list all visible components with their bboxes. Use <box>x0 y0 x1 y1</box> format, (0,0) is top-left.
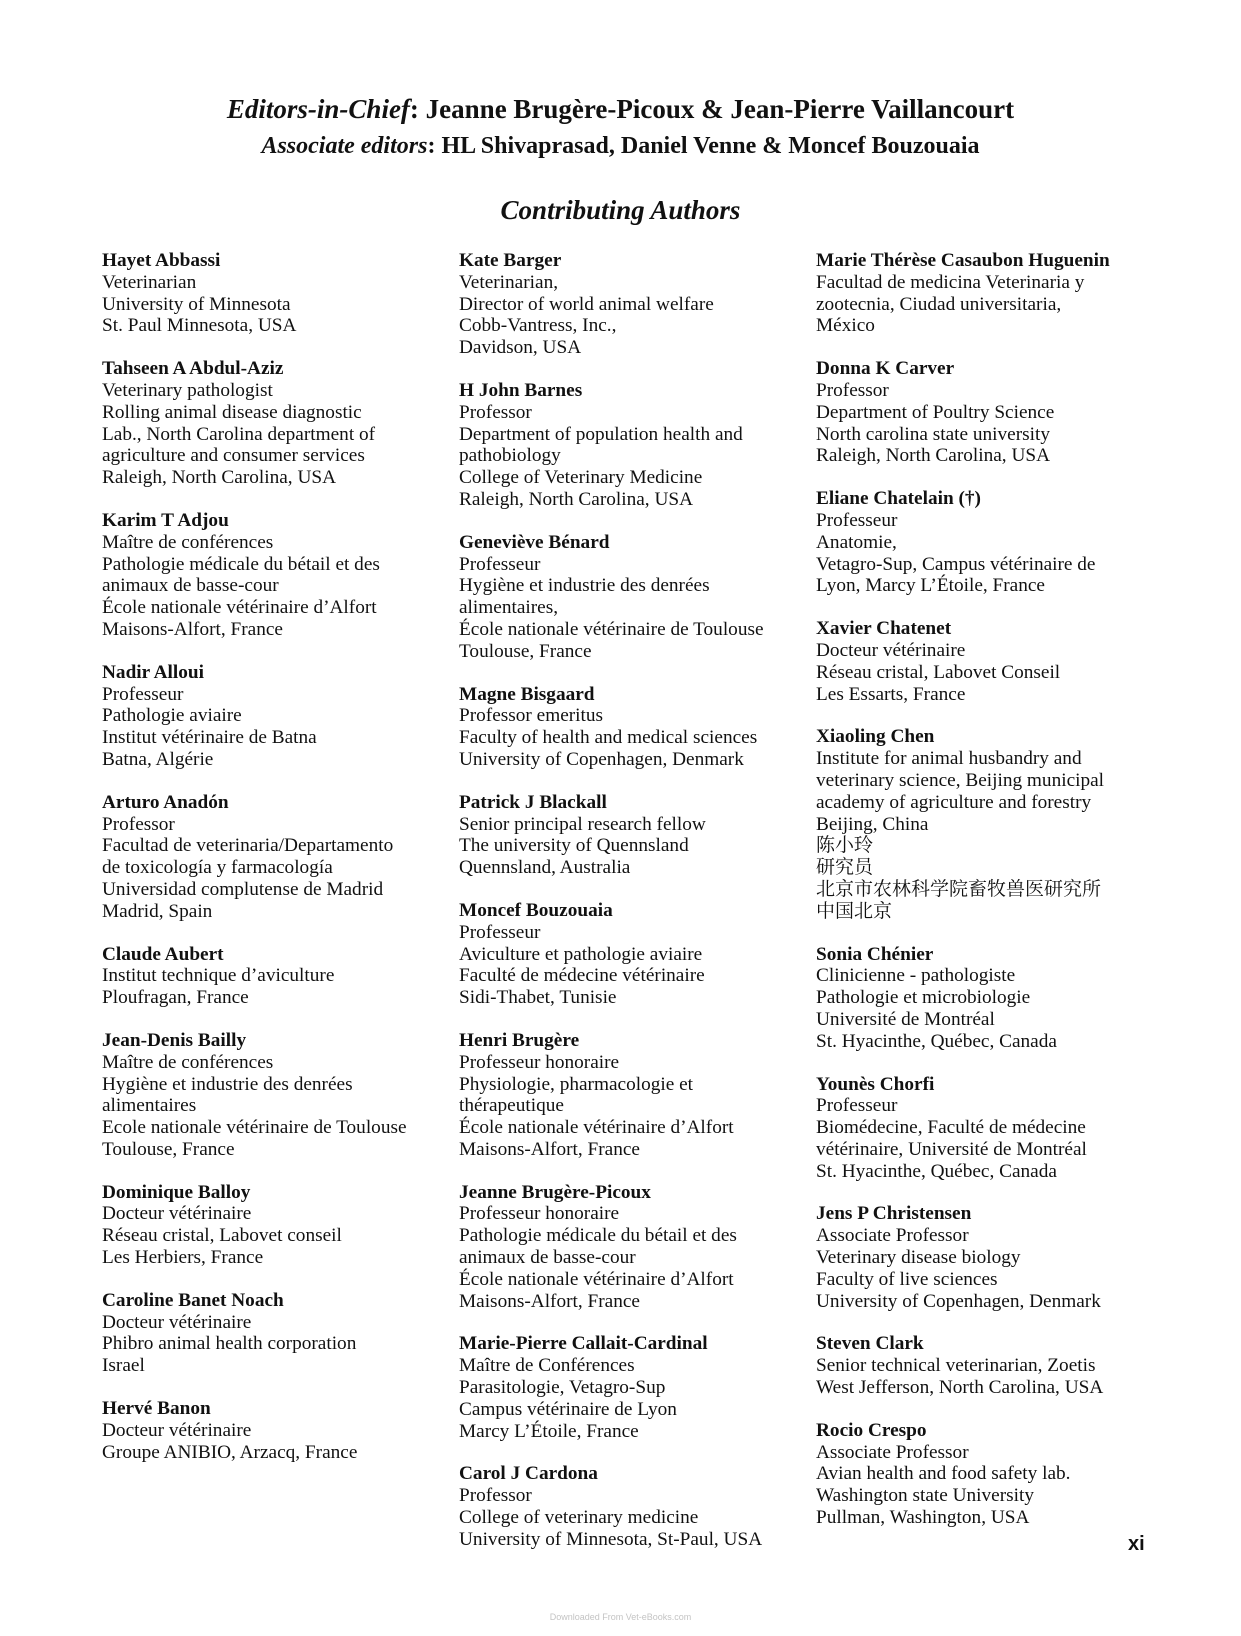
author-name: Sonia Chénier <box>816 943 934 965</box>
author-affiliation-line: Hygiène et industrie des denrées <box>102 1073 353 1095</box>
author-affiliation-line: Professor <box>459 1485 532 1507</box>
author-affiliation-line: Phibro animal health corporation <box>102 1333 357 1355</box>
author-affiliation-line: St. Paul Minnesota, USA <box>102 315 297 337</box>
author-affiliation-line: Physiologie, pharmacologie et <box>459 1073 694 1095</box>
author-affiliation-line: Vetagro-Sup, Campus vétérinaire de <box>816 553 1096 575</box>
author-entry <box>816 726 1161 922</box>
author-affiliation-line: veterinary science, Beijing municipal <box>816 769 1105 791</box>
author-name: Nadir Alloui <box>102 661 204 683</box>
author-affiliation-line: animaux de basse-cour <box>102 575 279 597</box>
author-name: Arturo Anadón <box>102 791 229 813</box>
author-entry <box>102 250 442 337</box>
author-affiliation-line: Professeur <box>816 509 898 531</box>
author-affiliation-line: Faculté de médecine vétérinaire <box>459 965 705 987</box>
author-affiliation-line: animaux de basse-cour <box>459 1247 636 1269</box>
author-affiliation-line: Veterinarian, <box>459 271 559 293</box>
associate-editors-line: Associate editors: HL Shivaprasad, Daniel Venne & Moncef Bouzouaia <box>261 133 980 159</box>
author-affiliation-line: Faculty of live sciences <box>816 1268 998 1290</box>
author-name: Henri Brugère <box>459 1029 580 1051</box>
author-affiliation-line: North carolina state university <box>816 423 1050 445</box>
author-affiliation-line: Professeur <box>102 683 184 705</box>
author-affiliation-line: Faculty of health and medical sciences <box>459 727 758 749</box>
author-affiliation-line: École nationale vétérinaire de Toulouse <box>459 618 764 640</box>
author-entry <box>102 1398 442 1463</box>
author-affiliation-line: Ploufragan, France <box>102 987 249 1009</box>
author-affiliation-line: Cobb-Vantress, Inc., <box>459 315 617 337</box>
author-affiliation-line: Facultad de medicina Veterinaria y <box>816 271 1085 293</box>
associates-role-label: Associate editors <box>261 133 428 159</box>
author-affiliation-line: Lyon, Marcy L’Étoile, France <box>816 575 1045 597</box>
author-affiliation-line: Institut technique d’aviculture <box>102 965 335 987</box>
author-name: Jens P Christensen <box>816 1203 972 1225</box>
author-affiliation-line: University of Minnesota, St-Paul, USA <box>459 1528 763 1550</box>
author-affiliation-line: Institute for animal husbandry and <box>816 748 1082 770</box>
author-entry <box>459 1333 804 1442</box>
author-name: Hayet Abbassi <box>102 250 221 271</box>
author-affiliation-line: Professor <box>459 401 532 423</box>
author-entry <box>816 358 1161 467</box>
author-name: Xiaoling Chen <box>816 726 935 748</box>
author-name: Geneviève Bénard <box>459 531 610 553</box>
author-affiliation-line: Department of population health and <box>459 423 743 445</box>
author-entry <box>459 792 804 879</box>
editors-in-chief-line: Editors-in-Chief: Jeanne Brugère-Picoux & Jean-Pierre Vaillancourt <box>226 94 1015 124</box>
author-name: Younès Chorfi <box>816 1073 935 1095</box>
author-affiliation-line: Veterinary pathologist <box>102 379 273 401</box>
author-affiliation-line: University of Copenhagen, Denmark <box>459 748 744 770</box>
author-name: Xavier Chatenet <box>816 618 952 640</box>
author-affiliation-line: Professeur honoraire <box>459 1051 620 1073</box>
author-affiliation-line: Veterinarian <box>102 271 197 293</box>
author-affiliation-line: Réseau cristal, Labovet conseil <box>102 1225 342 1247</box>
author-affiliation-line: agriculture and consumer services <box>102 445 365 467</box>
author-affiliation-line: Les Essarts, France <box>816 683 966 705</box>
editors-names: Jeanne Brugère-Picoux & Jean-Pierre Vaillancourt <box>425 94 1015 124</box>
author-entry <box>102 510 442 641</box>
author-affiliation-line: Toulouse, France <box>459 640 592 662</box>
author-affiliation-line: Maître de conférences <box>102 1051 274 1073</box>
author-affiliation-line: Professor emeritus <box>459 705 604 727</box>
author-affiliation-line: Associate Professor <box>816 1225 969 1247</box>
author-entry <box>459 532 804 663</box>
author-affiliation-line: Washington state University <box>816 1485 1035 1507</box>
author-name: Rocio Crespo <box>816 1419 927 1441</box>
author-affiliation-line: West Jefferson, North Carolina, USA <box>816 1377 1104 1399</box>
author-affiliation-line: College of veterinary medicine <box>459 1507 699 1529</box>
author-affiliation-line: Quennsland, Australia <box>459 857 631 879</box>
author-affiliation-line: École nationale vétérinaire d’Alfort <box>102 597 377 619</box>
author-name: Steven Clark <box>816 1333 924 1355</box>
author-affiliation-line: Madrid, Spain <box>102 900 213 922</box>
author-name: Kate Barger <box>459 250 562 271</box>
author-name: Tahseen A Abdul-Aziz <box>102 358 284 380</box>
author-affiliation-line: Université de Montréal <box>816 1008 995 1030</box>
author-name: Carol J Cardona <box>459 1463 598 1485</box>
author-affiliation-line: Docteur vétérinaire <box>102 1311 252 1333</box>
author-affiliation-line: Marcy L’Étoile, France <box>459 1420 639 1442</box>
author-name: Donna K Carver <box>816 358 955 380</box>
author-name: H John Barnes <box>459 379 583 401</box>
author-affiliation-line: The university of Quennsland <box>459 835 689 857</box>
author-affiliation-line: Department of Poultry Science <box>816 401 1055 423</box>
author-name: Patrick J Blackall <box>459 791 607 813</box>
author-name: Jean-Denis Bailly <box>102 1029 247 1051</box>
author-name: Hervé Banon <box>102 1398 211 1420</box>
author-affiliation-line: pathobiology <box>459 445 561 467</box>
author-affiliation-line: Maisons-Alfort, France <box>459 1290 640 1312</box>
author-affiliation-line: Professeur <box>816 1095 898 1117</box>
author-affiliation-cjk-line: 北京市农林科学院畜牧兽医研究所 <box>816 877 1102 900</box>
author-affiliation-line: Raleigh, North Carolina, USA <box>459 488 694 510</box>
author-affiliation-line: Raleigh, North Carolina, USA <box>102 467 337 489</box>
author-entry <box>816 250 1161 337</box>
author-entry <box>459 1182 804 1313</box>
author-affiliation-line: Facultad de veterinaria/Departamento <box>102 835 394 857</box>
author-affiliation-line: alimentaires <box>102 1095 197 1117</box>
author-entry <box>459 250 804 359</box>
author-column-1 <box>102 250 442 1484</box>
author-affiliation-line: Hygiène et industrie des denrées <box>459 575 710 597</box>
author-entry <box>102 358 442 489</box>
author-affiliation-line: de toxicología y farmacología <box>102 857 333 879</box>
author-name: Magne Bisgaard <box>459 683 595 705</box>
author-affiliation-line: thérapeutique <box>459 1095 564 1117</box>
author-affiliation-line: Sidi-Thabet, Tunisie <box>459 987 617 1009</box>
author-affiliation-line: Maisons-Alfort, France <box>102 618 283 640</box>
author-affiliation-line: Aviculture et pathologie aviaire <box>459 943 703 965</box>
author-affiliation-line: Pullman, Washington, USA <box>816 1507 1030 1529</box>
author-entry <box>816 1074 1161 1183</box>
author-affiliation-line: Raleigh, North Carolina, USA <box>816 445 1051 467</box>
author-entry <box>816 618 1161 705</box>
author-affiliation-line: Groupe ANIBIO, Arzacq, France <box>102 1441 358 1463</box>
author-affiliation-line: vétérinaire, Université de Montréal <box>816 1138 1087 1160</box>
author-affiliation-line: Docteur vétérinaire <box>102 1203 252 1225</box>
author-affiliation-line: Biomédecine, Faculté de médecine <box>816 1117 1086 1139</box>
author-name: Caroline Banet Noach <box>102 1289 284 1311</box>
author-affiliation-line: Institut vétérinaire de Batna <box>102 727 317 749</box>
footer-watermark: Downloaded From Vet-eBooks.com <box>549 1612 692 1622</box>
author-affiliation-cjk-line: 中国北京 <box>816 899 893 922</box>
author-entry <box>459 900 804 1009</box>
author-entry <box>102 1182 442 1269</box>
page-number: xi <box>1128 1533 1145 1555</box>
author-entry <box>102 662 442 771</box>
section-title: Contributing Authors <box>500 195 741 225</box>
author-entry <box>816 944 1161 1053</box>
author-entry <box>459 684 804 771</box>
associates-names: HL Shivaprasad, Daniel Venne & Moncef Bouzouaia <box>441 133 980 159</box>
author-affiliation-line: Veterinary disease biology <box>816 1247 1021 1269</box>
author-affiliation-line: Professor <box>102 813 175 835</box>
author-affiliation-line: Réseau cristal, Labovet Conseil <box>816 661 1061 683</box>
author-name: Jeanne Brugère-Picoux <box>459 1181 651 1203</box>
author-affiliation-line: Toulouse, France <box>102 1138 235 1160</box>
author-entry <box>816 1420 1161 1529</box>
author-entry <box>816 488 1161 597</box>
author-entry <box>102 792 442 923</box>
editors-role-label: Editors-in-Chief <box>226 94 410 124</box>
author-affiliation-line: Docteur vétérinaire <box>816 639 966 661</box>
author-affiliation-line: México <box>816 315 875 337</box>
author-entry <box>102 944 442 1009</box>
author-affiliation-cjk-line: 研究员 <box>816 856 874 879</box>
author-affiliation-line: Pathologie et microbiologie <box>816 987 1031 1009</box>
author-affiliation-line: Avian health and food safety lab. <box>816 1463 1071 1485</box>
author-affiliation-line: Maître de Conférences <box>459 1355 635 1377</box>
author-column-3 <box>816 250 1161 1550</box>
author-affiliation-line: Parasitologie, Vetagro-Sup <box>459 1377 666 1399</box>
author-affiliation-line: Maître de conférences <box>102 531 274 553</box>
author-affiliation-line: Director of world animal welfare <box>459 293 714 315</box>
author-name: Marie Thérèse Casaubon Huguenin <box>816 250 1110 271</box>
author-entry <box>102 1290 442 1377</box>
author-affiliation-line: Senior principal research fellow <box>459 813 706 835</box>
author-entry <box>459 380 804 511</box>
author-entry <box>102 1030 442 1161</box>
author-affiliation-cjk-line: 陈小玲 <box>816 834 874 857</box>
author-affiliation-line: Les Herbiers, France <box>102 1247 264 1269</box>
author-name: Moncef Bouzouaia <box>459 899 613 921</box>
author-affiliation-line: Ecole nationale vétérinaire de Toulouse <box>102 1117 407 1139</box>
author-affiliation-line: Senior technical veterinarian, Zoetis <box>816 1355 1096 1377</box>
author-affiliation-line: Pathologie médicale du bétail et des <box>102 553 380 575</box>
author-name: Marie-Pierre Callait-Cardinal <box>459 1333 708 1355</box>
author-affiliation-line: Universidad complutense de Madrid <box>102 878 384 900</box>
author-affiliation-line: alimentaires, <box>459 597 559 619</box>
author-entry <box>816 1203 1161 1312</box>
author-entry <box>459 1463 804 1550</box>
author-entry <box>816 1333 1161 1398</box>
author-affiliation-line: St. Hyacinthe, Québec, Canada <box>816 1030 1057 1052</box>
author-affiliation-line: University of Copenhagen, Denmark <box>816 1290 1101 1312</box>
author-affiliation-line: Lab., North Carolina department of <box>102 423 376 445</box>
author-affiliation-line: Beijing, China <box>816 813 929 835</box>
author-affiliation-line: Associate Professor <box>816 1441 969 1463</box>
author-name: Claude Aubert <box>102 943 224 965</box>
author-affiliation-line: Pathologie aviaire <box>102 705 242 727</box>
author-name: Karim T Adjou <box>102 509 229 531</box>
author-name: Dominique Balloy <box>102 1181 251 1203</box>
author-affiliation-line: College of Veterinary Medicine <box>459 467 703 489</box>
author-affiliation-line: academy of agriculture and forestry <box>816 791 1092 813</box>
author-affiliation-line: Anatomie, <box>816 531 897 553</box>
author-affiliation-line: Davidson, USA <box>459 337 582 359</box>
author-affiliation-line: zootecnia, Ciudad universitaria, <box>816 293 1062 315</box>
author-affiliation-line: University of Minnesota <box>102 293 291 315</box>
author-affiliation-line: Maisons-Alfort, France <box>459 1138 640 1160</box>
author-affiliation-line: Campus vétérinaire de Lyon <box>459 1398 677 1420</box>
author-affiliation-line: Professeur honoraire <box>459 1203 620 1225</box>
author-entry <box>459 1030 804 1161</box>
author-affiliation-line: Professeur <box>459 553 541 575</box>
author-affiliation-line: École nationale vétérinaire d’Alfort <box>459 1117 734 1139</box>
author-affiliation-line: Clinicienne - pathologiste <box>816 965 1016 987</box>
author-name: Eliane Chatelain (†) <box>816 488 981 510</box>
author-affiliation-line: Rolling animal disease diagnostic <box>102 401 362 423</box>
author-column-2 <box>459 250 804 1572</box>
author-affiliation-line: Docteur vétérinaire <box>102 1419 252 1441</box>
author-affiliation-line: Professeur <box>459 921 541 943</box>
author-affiliation-line: Pathologie médicale du bétail et des <box>459 1225 737 1247</box>
author-affiliation-line: Israel <box>102 1355 145 1377</box>
author-affiliation-line: St. Hyacinthe, Québec, Canada <box>816 1160 1057 1182</box>
author-affiliation-line: École nationale vétérinaire d’Alfort <box>459 1268 734 1290</box>
author-affiliation-line: Professor <box>816 379 889 401</box>
author-affiliation-line: Batna, Algérie <box>102 748 214 770</box>
